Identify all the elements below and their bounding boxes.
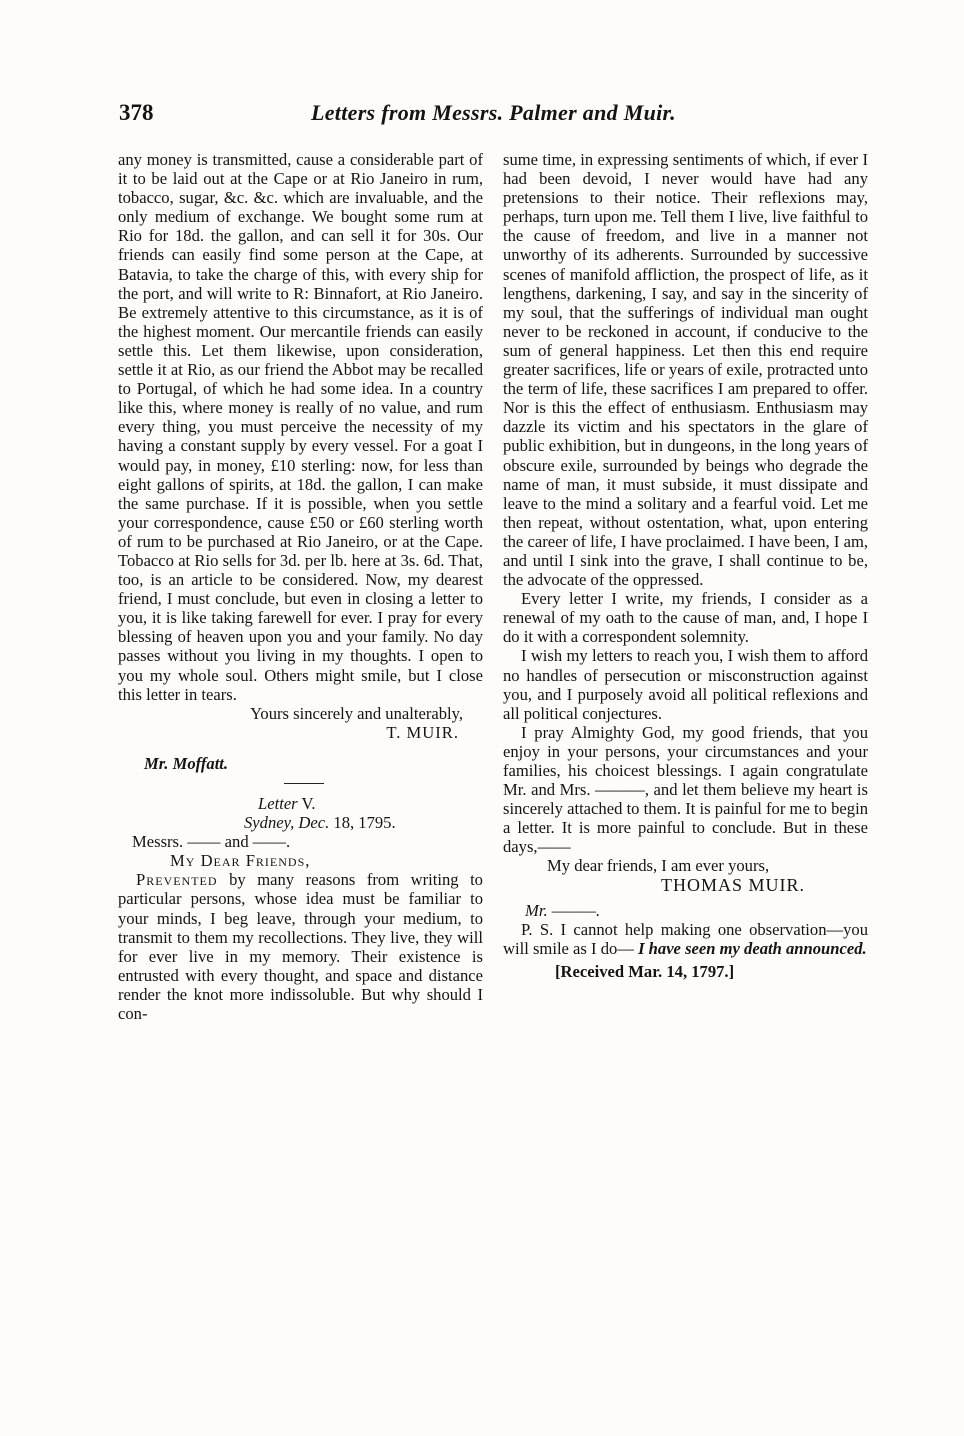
body-text: by many reasons from writing to particular persons, whose idea must be familiar to your minds, I beg leave, through your medium, to transmit to them my recollections. They live, they will for ever live in my memory. Their existence is entrusted with every thought, and space and distance render the knot more indissoluble. But why should I con-: [118, 870, 483, 1024]
page-header: [119, 100, 879, 134]
letter-heading-numeral: V.: [301, 794, 316, 813]
page-number: 378: [119, 100, 154, 125]
paragraph-2: Every letter I write, my friends, I consider as a renewal of my oath to the cause of man, and, I hope I do it with a correspondent solemnity.: [503, 589, 868, 647]
postscript-text: P. S. I cannot help making one observation—you will smile as I do—: [503, 919, 868, 958]
signature-thomas-muir: THOMAS MUIR.: [661, 874, 806, 895]
addressee: Mr. Moffatt.: [144, 753, 229, 773]
closing-line: My dear friends, I am ever yours,: [547, 856, 770, 876]
salutation: My Dear Friends,: [170, 851, 311, 871]
right-column: [503, 150, 868, 981]
body-lead: Prevented: [136, 870, 218, 890]
received-note: [Received Mar. 14, 1797.]: [555, 961, 735, 981]
closing-line: Yours sincerely and unalterably,: [250, 703, 463, 723]
letter-heading-word: Letter: [258, 794, 298, 813]
paragraph-4: I pray Almighty God, my good friends, that you enjoy in your persons, your circumstances and your families, his choicest blessings. I again congratulate Mr. and Mrs. ———, and let them believe my heart is sincerely attached to them. It is painful for me to begin a letter. It is more painful to conclude. But in these days,——: [503, 722, 868, 857]
postscript: [503, 920, 868, 958]
postscript-italic: I have seen my death announced.: [638, 938, 867, 958]
dateline-place: Sydney, Dec.: [244, 813, 330, 833]
dateline: [118, 813, 483, 832]
letter-v-body: [118, 870, 483, 1023]
letter-iv-body: any money is transmitted, cause a considerable part of it to be laid out at the Cape or at Rio Janeiro in rum, tobacco, sugar, &c. &c. which are invaluable, and the only medium of exchange. We bought some rum at Rio for 18d. the gallon, and can sell it for 30s. Our friends can easily find some person at the Cape, at Batavia, to take the charge of this, with every ship for the port, and will write to R: Binnafort, at Rio Janeiro. Be extremely attentive to this circumstance, as it is of the highest moment. Our mercantile friends can easily settle this. Let them likewise, upon consideration, settle it at Rio, as our friend the Abbot may be recalled to Portugal, of which he had some idea. In a country like this, where money is really of no value, and rum every thing, you must perceive the necessity of my having a constant supply by every vessel. For a goat I would pay, in money, £10 sterling: now, for less than eight gallons of spirits, at 18d. the gallon, I can make the same purchase. If it is possible, when you settle your correspondence, cause £50 or £60 sterling worth of rum to be purchased at Rio Janeiro, or at the Cape. Tobacco at Rio sells for 3d. per lb. here at 3s. 6d. That, too, is an article to be considered. Now, my dearest friend, I must conclude, but even in closing a letter to you, it is like taking farewell for ever. I pray for every blessing of heaven upon you and your family. No day passes without you living in my thoughts. I open to you my whole soul. Others might smile, but I close this letter in tears.: [118, 150, 483, 704]
paragraph-1: sume time, in expressing sentiments of which, if ever I had been devoid, I never would have had any pretensions to their notice. Their reflexions may, perhaps, turn upon me. Tell them I live, live faithful to the cause of freedom, and live in a manner not unworthy of its adherents. Surrounded by successive scenes of manifold affliction, the prospect of life, as it lengthens, darkening, I say, and say in the sincerity of my soul, that the sufferings of individual man ought never to be reckoned in account, if conducive to the sum of general happiness. Let then this end require greater sacrifices, life or years of exile, protracted unto the term of life, these sacrifices I am prepared to offer. Nor is this the effect of enthusiasm. Enthusiasm may dazzle its victim and his spectators in the glare of public exhibition, but in dungeons, in the long years of obscure exile, surrounded by beings who degrade the name of man, it must subside, it must dissipate and leave to the mind a solitary and a fearful void. Let me then repeat, without ostentation, what, upon entering the career of life, I have proclaimed. I have been, I am, and until I sink into the grave, I shall continue to be, the advocate of the oppressed.: [503, 150, 868, 590]
dateline-date: 18, 1795.: [333, 813, 396, 833]
section-rule: [284, 783, 324, 784]
recipients: Messrs. —— and ——.: [132, 832, 291, 852]
running-title: Letters from Messrs. Palmer and Muir.: [311, 100, 676, 125]
mr-blank: Mr. ———.: [525, 900, 601, 920]
left-column: [118, 150, 483, 1023]
signature-t-muir: T. MUIR.: [386, 722, 459, 742]
letter-heading: [118, 794, 483, 813]
paragraph-3: I wish my letters to reach you, I wish them to afford no handles of persecution or misconstruction against you, and I purposely avoid all political reflexions and all political conjectures.: [503, 646, 868, 723]
